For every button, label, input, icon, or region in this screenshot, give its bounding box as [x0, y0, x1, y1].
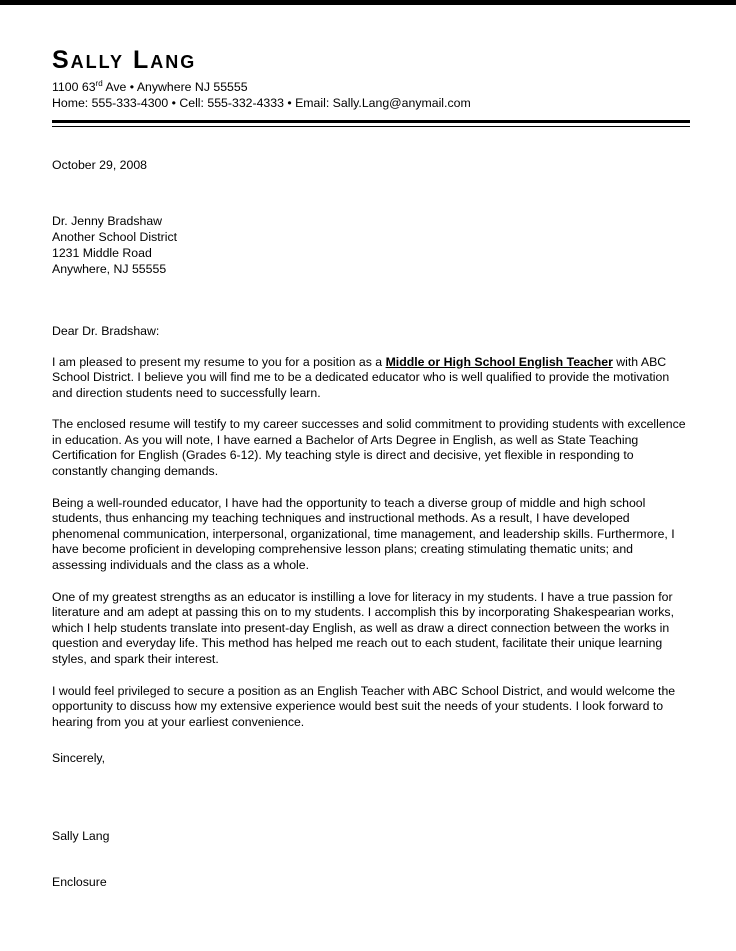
paragraph-1-rest: with ABC School District. I believe you will find me to be a dedicated educator who is well qualified to provide the motivation and direction students need to successfully learn. [52, 354, 670, 400]
signature-name: Sally Lang [52, 829, 110, 844]
paragraph-1-intro: I am pleased to present my resume to you for a position as a [52, 354, 386, 369]
position-title-highlight: Middle or High School English Teacher [385, 354, 613, 369]
sender-contact: Home: 555-333-4300 • Cell: 555-332-4333 • Email: Sally.Lang@anymail.com [52, 95, 471, 110]
body-paragraph-1 [52, 355, 690, 402]
recipient-block [52, 213, 690, 277]
recipient-street: 1231 Middle Road [52, 245, 152, 260]
recipient-organization: Another School District [52, 229, 178, 244]
letter-content [0, 5, 736, 890]
body-paragraph-2: The enclosed resume will testify to my career successes and solid commitment to providing students with excellence in education. As you will note, I have earned a Bachelor of Arts Degree in English, as well as State Teaching Certification for English (Grades 6-12). My teaching style is direct and decisive, yet flexible in responding to constantly changing demands. [52, 417, 686, 479]
sender-address-ordinal: rd [95, 78, 103, 88]
sender-address-rest: Ave • Anywhere NJ 55555 [102, 79, 248, 94]
recipient-name: Dr. Jenny Bradshaw [52, 213, 163, 228]
date-line: October 29, 2008 [52, 157, 148, 172]
enclosure-note: Enclosure [52, 875, 107, 890]
sender-address-street: 1100 63 [52, 79, 96, 94]
salutation: Dear Dr. Bradshaw: [52, 323, 160, 338]
body-paragraph-3: Being a well-rounded educator, I have had the opportunity to teach a diverse group of middle and high school students, thus enhancing my teaching techniques and instructional methods. As a result, I have developed phenomenal communication, interpersonal, organizational, time management, and leadership skills. Furthermore, I have become proficient in developing comprehensive lesson plans; creating stimulating thematic units; and assessing individuals and the class as a whole. [52, 495, 675, 573]
sender-name: Sally Lang [52, 46, 197, 74]
recipient-city: Anywhere, NJ 55555 [52, 261, 167, 276]
sender-address [52, 79, 690, 95]
body-paragraph-4: One of my greatest strengths as an educator is instilling a love for literacy in my students. I have a true passion for literature and am adept at passing this on to my students. I accomplish this by incorporating Shakespearian works, which I help students translate into present-day English, as well as draw a direct connection between the works in question and everyday life. This method has helped me reach out to each student, facilitate their unique learning styles, and spark their interest. [52, 589, 675, 666]
letter-header [52, 47, 690, 127]
header-rule [52, 120, 690, 127]
closing: Sincerely, [52, 751, 106, 766]
body-paragraph-5: I would feel privileged to secure a position as an English Teacher with ABC School District, and would welcome the opportunity to discuss how my extensive experience would best suit the needs of your students. I look forward to hearing from you at your earliest convenience. [52, 683, 676, 729]
